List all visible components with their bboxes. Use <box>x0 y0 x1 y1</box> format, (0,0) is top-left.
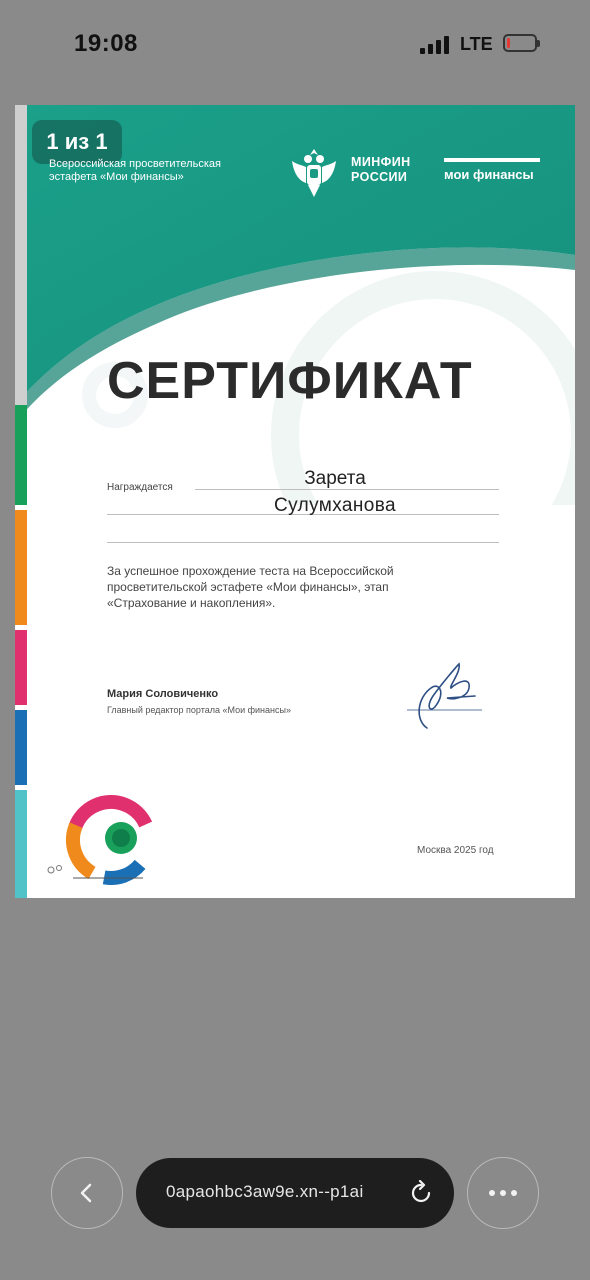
name-underline <box>107 542 499 543</box>
certificate-description: За успешное прохождение теста на Всероссийской просветительской эстафете «Мои финансы», этап «Страхование и накопления». <box>107 564 394 610</box>
relay-logo-icon <box>33 770 163 885</box>
url-text[interactable]: 0apaohbc3aw9e.xn--p1ai <box>166 1182 364 1201</box>
more-button[interactable] <box>467 1157 539 1229</box>
recipient-first-name: Зарета <box>304 468 366 489</box>
ministry-line-1: МИНФИН <box>351 155 411 169</box>
recipient-last-name: Сулумханова <box>274 495 396 516</box>
city-year: Москва 2025 год <box>417 845 494 856</box>
signal-icon <box>420 36 450 54</box>
ministry-name <box>351 155 411 185</box>
color-strip <box>15 105 27 898</box>
handwritten-signature <box>387 658 487 738</box>
back-button[interactable] <box>51 1157 123 1229</box>
more-icon <box>488 1189 518 1197</box>
battery-icon <box>503 34 537 52</box>
brand-logo-line <box>444 158 540 162</box>
status-time: 19:08 <box>74 30 138 57</box>
address-bar[interactable] <box>136 1158 454 1228</box>
brand-logo: мои финансы <box>444 167 534 182</box>
reload-icon[interactable] <box>408 1180 434 1206</box>
signer-role: Главный редактор портала «Мои финансы» <box>107 705 291 715</box>
signer-name: Мария Соловиченко <box>107 688 219 700</box>
page-indicator: 1 из 1 <box>32 120 122 164</box>
battery-level <box>507 38 510 48</box>
chevron-left-icon <box>76 1182 98 1204</box>
certificate-title: СЕРТИФИКАТ <box>107 352 473 410</box>
network-type: LTE <box>460 34 493 54</box>
ministry-line-2: РОССИИ <box>351 170 408 184</box>
awarded-label: Награждается <box>107 482 173 493</box>
certificate-document <box>15 105 575 898</box>
organization-name: Всероссийская просветительская эстафета «Мои финансы» <box>49 158 221 183</box>
eagle-emblem-icon <box>288 143 340 199</box>
